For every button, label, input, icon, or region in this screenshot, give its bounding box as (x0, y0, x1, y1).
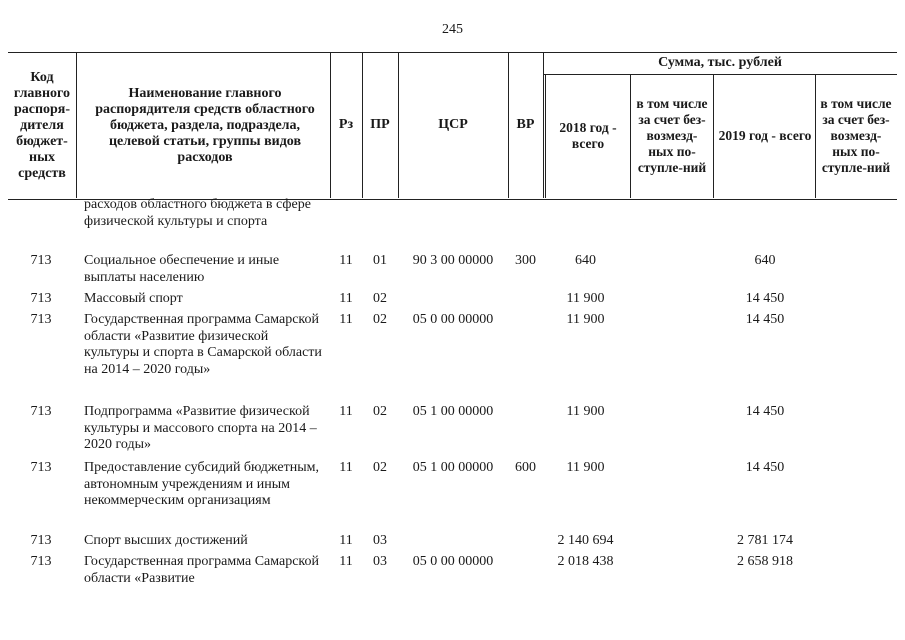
row-2018-total: 11 900 (566, 404, 605, 419)
header-2019-total: 2019 год - всего (718, 128, 812, 143)
row-2019-total: 14 450 (745, 312, 785, 327)
header-pr: ПР (370, 117, 390, 132)
row-vr: 300 (515, 253, 536, 268)
header-code: Код главного распоря-дителя бюджет-ных средств (13, 70, 71, 181)
header-name: Наименование главного распорядителя средств областного бюджета, раздела, подраздела, целевой статьи, группы видов расходов (95, 86, 315, 165)
row-pr: 02 (373, 460, 387, 475)
row-csr: 05 1 00 00000 (412, 460, 494, 475)
row-rz: 11 (339, 253, 353, 268)
row-2019-total: 14 450 (745, 404, 785, 419)
header-divider (630, 74, 631, 198)
row-code: 713 (30, 404, 52, 419)
row-rz: 11 (339, 460, 353, 475)
row-code: 713 (30, 253, 52, 268)
row-pr: 03 (373, 533, 387, 548)
header-vr: ВР (516, 117, 535, 132)
row-code: 713 (30, 291, 52, 306)
header-2019-free: в том числе за счет без-возмезд-ных по-ступле-ний (820, 96, 892, 175)
row-rz: 11 (339, 404, 353, 419)
header-2018-total: 2018 год - всего (559, 120, 617, 151)
row-name: Подпрограмма «Развитие физической культуры и массового спорта на 2014 – 2020 годы» (84, 404, 317, 452)
row-rz: 11 (339, 554, 353, 569)
table-row-name: расходов областного бюджета в сфере физической культуры и спорта (84, 197, 311, 229)
row-2018-total: 11 900 (566, 291, 605, 306)
row-csr: 05 1 00 00000 (412, 404, 494, 419)
row-rz: 11 (339, 312, 353, 327)
row-vr: 600 (515, 460, 536, 475)
header-2018-free: в том числе за счет без-возмезд-ных по-ступле-ний (636, 96, 708, 175)
header-sum: Сумма, тыс. рублей (658, 55, 782, 70)
row-code: 713 (30, 533, 52, 548)
row-code: 713 (30, 460, 52, 475)
row-2019-total: 14 450 (745, 460, 785, 475)
header-csr: ЦСР (438, 117, 468, 132)
row-name: Государственная программа Самарской области «Развитие (84, 554, 320, 586)
row-2019-total: 14 450 (745, 291, 785, 306)
row-pr: 02 (373, 312, 387, 327)
row-pr: 03 (373, 554, 387, 569)
row-pr: 02 (373, 291, 387, 306)
row-csr: 05 0 00 00000 (412, 554, 494, 569)
row-2018-total: 11 900 (566, 312, 605, 327)
header-rz: Рз (338, 117, 354, 132)
header-divider (713, 74, 714, 198)
row-rz: 11 (339, 291, 353, 306)
row-2018-total: 2 140 694 (557, 533, 614, 548)
header-divider (545, 74, 546, 198)
row-csr: 90 3 00 00000 (412, 253, 494, 268)
row-pr: 01 (373, 253, 387, 268)
page-number: 245 (442, 22, 463, 37)
row-name: Социальное обеспечение и иные выплаты населению (84, 253, 280, 285)
row-2018-total: 640 (575, 253, 596, 268)
header-divider (76, 52, 77, 198)
row-code: 713 (30, 312, 52, 327)
row-pr: 02 (373, 404, 387, 419)
row-name: Массовый спорт (84, 291, 183, 306)
row-2018-total: 11 900 (566, 460, 605, 475)
row-name: Предоставление субсидий бюджетным, автономным учреждениям и иным некоммерческим организациям (84, 460, 320, 508)
row-2019-total: 640 (754, 253, 776, 268)
row-code: 713 (30, 554, 52, 569)
header-divider (815, 74, 816, 198)
row-2018-total: 2 018 438 (557, 554, 614, 569)
row-2019-total: 2 658 918 (737, 554, 793, 569)
row-name: Государственная программа Самарской области «Развитие физической культуры и спорта в Самарской области на 2014 – 2020 годы» (84, 312, 322, 377)
row-csr: 05 0 00 00000 (412, 312, 494, 327)
row-name: Спорт высших достижений (84, 533, 248, 548)
row-2019-total: 2 781 174 (737, 533, 793, 548)
row-rz: 11 (339, 533, 353, 548)
